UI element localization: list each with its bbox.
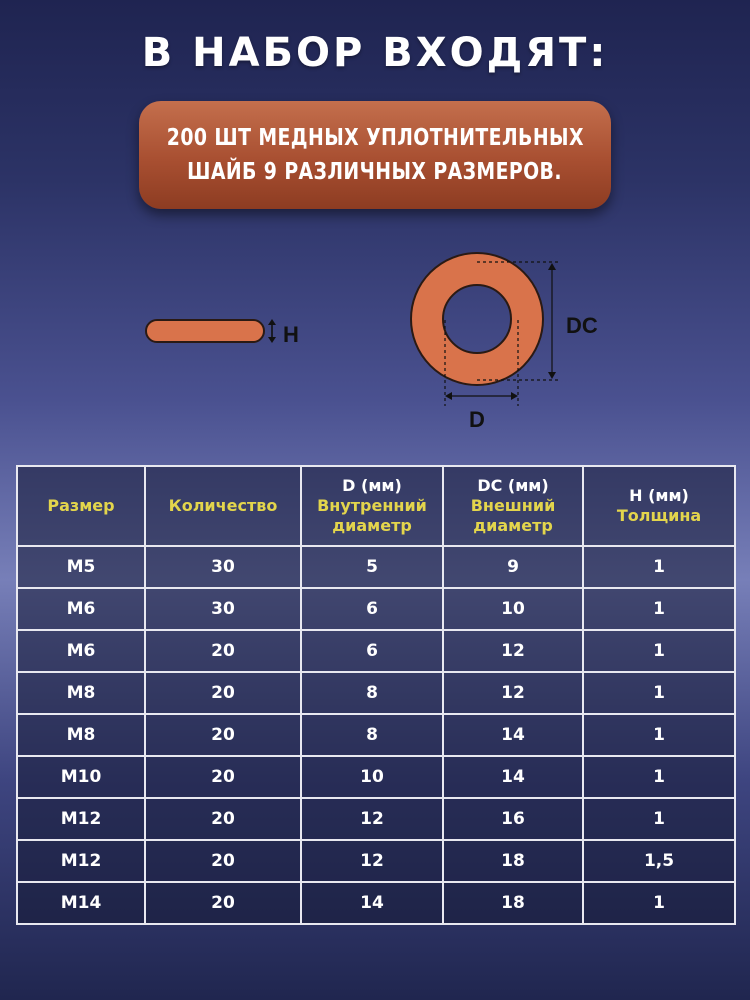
cell-quantity: 20 [145,630,301,672]
cell-quantity: 20 [145,840,301,882]
table-row [17,840,735,882]
header-outer-diameter: DC (мм) Внешний диаметр [443,466,583,546]
cell-thickness: 1 [583,714,735,756]
cell-outer-diameter: 9 [443,546,583,588]
thickness-label: H [283,322,299,347]
cell-outer-diameter: 16 [443,798,583,840]
cell-quantity: 20 [145,756,301,798]
banner-line-2: ШАЙБ 9 РАЗЛИЧНЫХ РАЗМЕРОВ. [187,159,563,185]
table-row [17,798,735,840]
cell-outer-diameter: 14 [443,756,583,798]
outer-diameter-label: DC [566,313,598,338]
cell-inner-diameter: 12 [301,840,443,882]
cell-inner-diameter: 8 [301,672,443,714]
header-quantity: Количество [145,466,301,546]
cell-size: M10 [17,756,145,798]
banner-line-1: 200 ШТ МЕДНЫХ УПЛОТНИТЕЛЬНЫХ [166,125,584,151]
cell-outer-diameter: 12 [443,630,583,672]
cell-thickness: 1 [583,798,735,840]
cell-size: M8 [17,714,145,756]
cell-thickness: 1 [583,756,735,798]
sizes-table [16,465,736,925]
cell-outer-diameter: 10 [443,588,583,630]
cell-inner-diameter: 8 [301,714,443,756]
cell-inner-diameter: 6 [301,588,443,630]
cell-size: M8 [17,672,145,714]
cell-outer-diameter: 12 [443,672,583,714]
table-row [17,882,735,924]
header-size: Размер [17,466,145,546]
table-row [17,672,735,714]
cell-inner-diameter: 10 [301,756,443,798]
cell-thickness: 1 [583,672,735,714]
cell-outer-diameter: 14 [443,714,583,756]
thickness-arrow-icon [268,319,276,343]
cell-thickness: 1 [583,546,735,588]
cell-thickness: 1 [583,588,735,630]
inner-diameter-label: D [469,407,485,432]
cell-inner-diameter: 14 [301,882,443,924]
cell-outer-diameter: 18 [443,882,583,924]
cell-size: M5 [17,546,145,588]
header-thickness: H (мм) Толщина [583,466,735,546]
cell-inner-diameter: 5 [301,546,443,588]
cell-quantity: 30 [145,588,301,630]
washer-side-view [146,320,264,342]
cell-quantity: 20 [145,882,301,924]
cell-quantity: 20 [145,798,301,840]
cell-thickness: 1,5 [583,840,735,882]
table-header-row [17,466,735,546]
cell-size: M12 [17,840,145,882]
cell-inner-diameter: 12 [301,798,443,840]
cell-thickness: 1 [583,630,735,672]
cell-quantity: 30 [145,546,301,588]
cell-quantity: 20 [145,714,301,756]
cell-quantity: 20 [145,672,301,714]
cell-size: M6 [17,630,145,672]
cell-size: M14 [17,882,145,924]
cell-size: M12 [17,798,145,840]
cell-thickness: 1 [583,882,735,924]
page-title: В НАБОР ВХОДЯТ: [141,30,609,76]
table-row [17,756,735,798]
table-row [17,546,735,588]
sizes-table-container [16,465,734,913]
table-row [17,588,735,630]
table-row [17,630,735,672]
cell-size: M6 [17,588,145,630]
cell-outer-diameter: 18 [443,840,583,882]
washer-diagram [0,0,750,460]
cell-inner-diameter: 6 [301,630,443,672]
table-row [17,714,735,756]
washer-ring-copper [427,269,527,369]
header-inner-diameter: D (мм) Внутренний диаметр [301,466,443,546]
